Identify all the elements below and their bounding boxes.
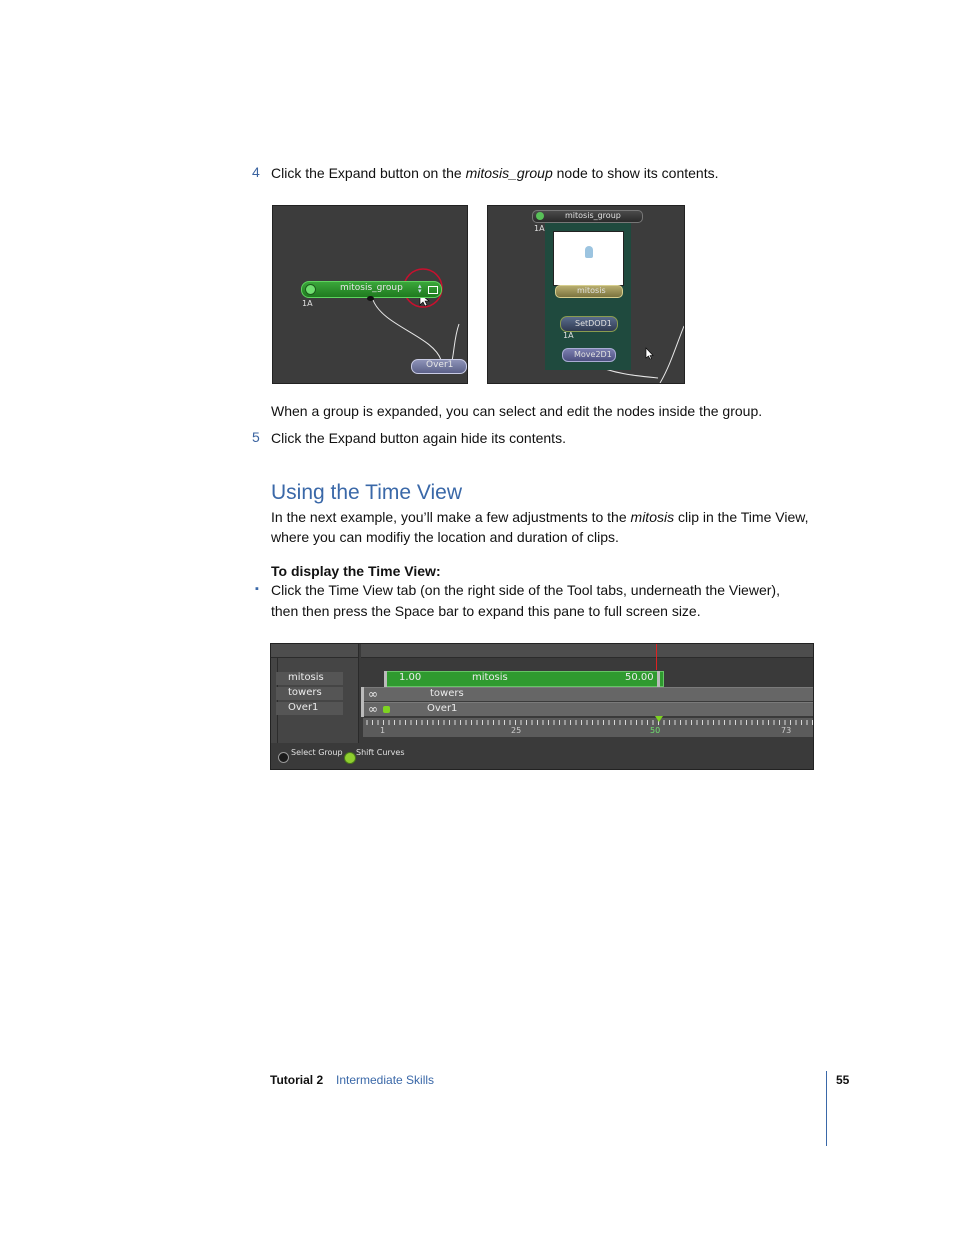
section-intro xyxy=(271,507,831,547)
node-spinner-icon[interactable]: ▴ ▾ xyxy=(418,283,422,295)
time-view-screenshot xyxy=(270,643,814,770)
track-panel-header xyxy=(271,644,358,658)
clip-end-handle[interactable] xyxy=(657,671,660,687)
select-group-radio-icon[interactable] xyxy=(278,752,289,763)
group-led-icon xyxy=(536,212,544,220)
section-heading: Using the Time View xyxy=(271,481,463,504)
playhead-line[interactable] xyxy=(656,644,657,670)
expanded-group-header[interactable] xyxy=(532,210,643,223)
shift-curves-radio-icon[interactable] xyxy=(344,752,356,764)
ruler-label-50: 50 xyxy=(650,726,661,735)
step-4-text-after: node to show its contents. xyxy=(552,165,719,181)
mitosis-node-label: mitosis xyxy=(577,286,606,295)
towers-clip[interactable] xyxy=(363,687,813,701)
shift-curves-label[interactable]: Shift Curves xyxy=(356,748,405,757)
section-intro-italic: mitosis xyxy=(630,509,675,525)
expanded-group-tag: 1A xyxy=(534,224,545,233)
footer-section: Intermediate Skills xyxy=(336,1073,435,1087)
task-heading: To display the Time View: xyxy=(271,563,441,579)
clip-start-value: 1.00 xyxy=(399,672,422,683)
footer-rule xyxy=(826,1071,827,1146)
bullet-marker: ▪ xyxy=(255,583,259,595)
track-over1[interactable] xyxy=(276,702,343,715)
clip-end-value: 50.00 xyxy=(625,672,654,683)
setdod-node-label: SetDOD1 xyxy=(575,319,612,328)
over1-clip-label: Over1 xyxy=(427,703,458,714)
mitosis-group-node-label: mitosis_group xyxy=(340,283,403,293)
section-intro-after: clip in the Time View, where you can modifiy the location and duration of clips. xyxy=(271,509,809,545)
move2d-node-label: Move2D1 xyxy=(574,350,612,359)
node-output-dot xyxy=(367,296,374,301)
group-paragraph: When a group is expanded, you can select and edit the nodes inside the group. xyxy=(271,403,763,419)
node-tag: 1A xyxy=(302,299,313,308)
cell-thumbnail-icon xyxy=(585,246,593,258)
clip-name: mitosis xyxy=(472,672,508,683)
towers-handle[interactable] xyxy=(361,687,364,702)
ruler-label-25: 25 xyxy=(511,726,522,735)
over1-loop-icon: ∞ xyxy=(368,702,378,716)
select-group-label[interactable]: Select Group xyxy=(291,748,343,757)
expanded-group-screenshot xyxy=(487,205,685,384)
track-over1-label: Over1 xyxy=(288,702,319,713)
over1-clip[interactable] xyxy=(363,702,813,716)
step-4-text-italic: mitosis_group xyxy=(465,165,553,181)
mitosis-clip[interactable] xyxy=(384,671,664,687)
step-5-text: Click the Expand button again hide its contents. xyxy=(271,430,566,446)
ruler[interactable] xyxy=(363,718,813,737)
step-4-text xyxy=(271,163,831,183)
viewer-thumbnail xyxy=(553,231,624,286)
node-led-icon xyxy=(305,284,316,295)
over1-handle[interactable] xyxy=(361,702,364,717)
track-towers[interactable] xyxy=(276,687,343,700)
collapsed-group-screenshot xyxy=(272,205,468,384)
towers-clip-label: towers xyxy=(430,688,464,699)
playhead-marker-icon[interactable] xyxy=(655,716,663,722)
mitosis-node[interactable] xyxy=(555,285,623,298)
cursor-icon-2 xyxy=(646,348,653,359)
setdod-tag: 1A xyxy=(563,331,574,340)
footer-page-number: 55 xyxy=(836,1073,850,1087)
expand-button-icon[interactable] xyxy=(428,286,438,294)
step-5-number: 5 xyxy=(252,429,260,445)
track-towers-label: towers xyxy=(288,687,322,698)
track-mitosis-label: mitosis xyxy=(288,672,324,683)
footer-chapter: Tutorial 2 xyxy=(270,1073,324,1087)
towers-loop-icon: ∞ xyxy=(368,687,378,701)
over1-node[interactable] xyxy=(411,359,467,374)
over1-green-marker-icon xyxy=(383,706,390,713)
setdod-node[interactable] xyxy=(560,316,618,332)
step-4-number: 4 xyxy=(252,164,260,180)
clip-start-handle[interactable] xyxy=(384,671,387,687)
track-mitosis[interactable] xyxy=(276,672,343,685)
ruler-label-73: 73 xyxy=(781,726,792,735)
timeline-header xyxy=(361,644,813,658)
expanded-group-label: mitosis_group xyxy=(565,211,621,220)
section-intro-before: In the next example, you’ll make a few adjustments to the xyxy=(271,509,631,525)
step-4-text-before: Click the Expand button on the xyxy=(271,165,466,181)
move2d-node[interactable] xyxy=(562,348,616,362)
ruler-ticks xyxy=(363,718,813,737)
ruler-label-1: 1 xyxy=(380,726,386,735)
bullet-text: Click the Time View tab (on the right side of the Tool tabs, underneath the Viewer), then then press the Space bar to expand this pane to full screen size. xyxy=(271,582,780,619)
over1-node-label: Over1 xyxy=(426,360,454,370)
